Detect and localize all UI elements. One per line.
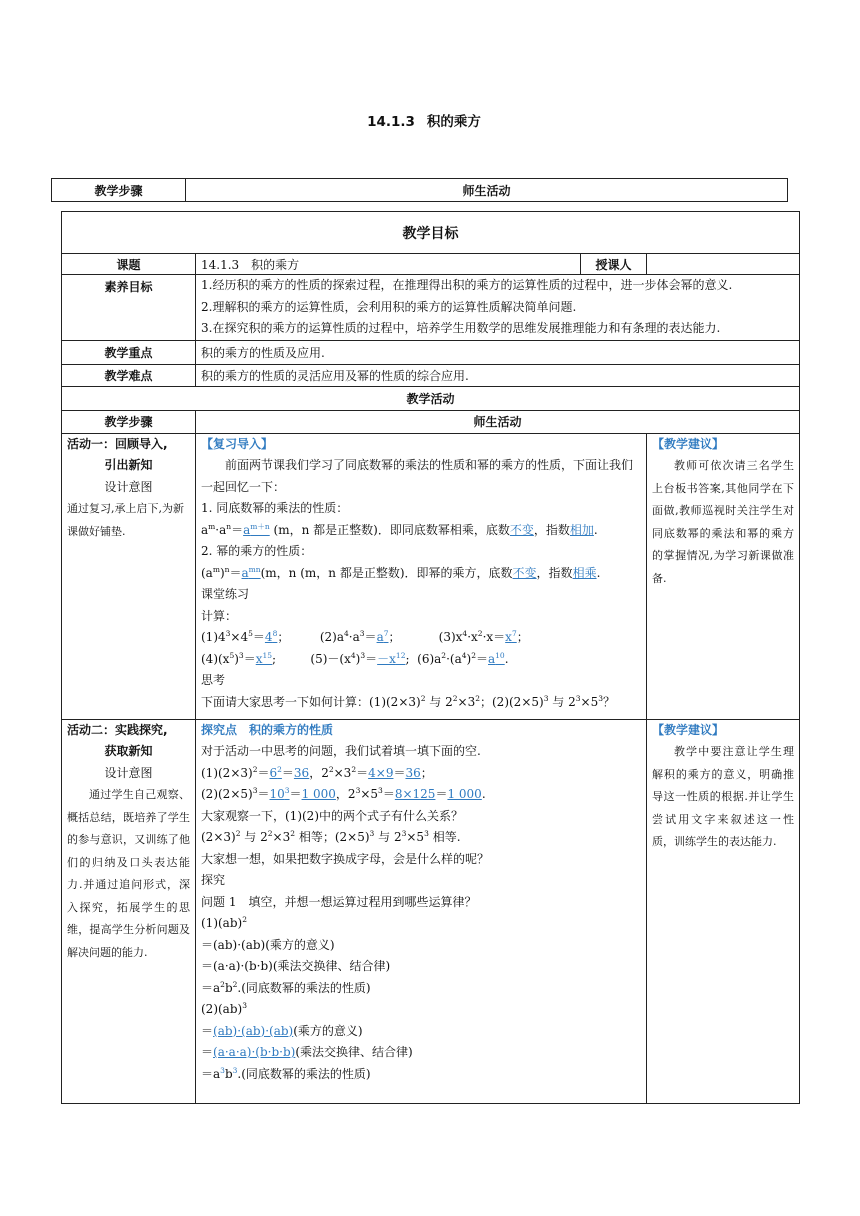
literacy-goals xyxy=(196,275,800,341)
literacy-goal-3: 3.在探究积的乘方的运算性质的过程中，培养学生用数学的思维发展推理能力和有条理的表达能力. xyxy=(201,321,721,335)
act2-tag: 探究点 积的乘方的性质 xyxy=(201,722,334,737)
act1-property-1-title: 1. 同底数幂的乘法的性质： xyxy=(201,501,349,515)
act1-exercises-row1: $(1)4^3\times 4^5=4^8$； $(2)a^4\cdot a^3=a^7$； $(3)x^4\cdot x^2\cdot x=x^7$； xyxy=(201,629,529,644)
act2-step-2-1: (2)(ab)$^3$ xyxy=(201,1001,247,1016)
act2-step-2-2: ＝(ab)·(ab)·(ab)(乘方的意义) xyxy=(201,1023,363,1038)
act1-tag: 【复习导入】 xyxy=(201,436,274,451)
act2-step-2-3: ＝(a·a·a)·(b·b·b)(乘法交换律、结合律) xyxy=(201,1045,413,1059)
teacher-value xyxy=(647,254,800,275)
literacy-goal-1: 1.经历积的乘方的性质的探索过程，在推理得出积的乘方的运算性质的过程中，进一步体会幂的意义. xyxy=(201,278,733,292)
act2-intro: 对于活动一中思考的问题，我们试着填一填下面的空. xyxy=(201,744,481,758)
act1-step-cell xyxy=(62,433,196,719)
act2-question-1: 问题 1 填空，并想一想运算过程用到哪些运算律？ xyxy=(201,894,477,909)
lesson-table xyxy=(61,211,800,1104)
act2-letters: 大家想一想，如果把数字换成字母，会是什么样的呢？ xyxy=(201,851,490,866)
act1-practice: 课堂练习 xyxy=(201,587,250,601)
header-col-activities: 师生活动 xyxy=(186,179,788,202)
act2-compare: $(2\times 3)^2$ 与 $2^2\times 3^2$ 相等；$(2\times 5)^3$ 与 $2^3\times 5^3$ 相等. xyxy=(201,829,461,844)
act-header-steps: 教学步骤 xyxy=(62,410,196,433)
act2-content xyxy=(196,719,647,1103)
act2-explore: 探究 xyxy=(201,873,226,887)
activities-heading: 教学活动 xyxy=(62,386,800,410)
act2-observe: 大家观察一下，(1)(2)中的两个式子有什么关系？ xyxy=(201,808,463,823)
act1-advice-tag: 【教学建议】 xyxy=(652,436,725,451)
act1-intro: 前面两节课我们学习了同底数幂的乘法的性质和幂的乘方的性质，下面让我们一起回忆一下： xyxy=(201,458,634,494)
topic-label: 课题 xyxy=(62,254,196,275)
act2-design-text: 通过学生自己观察、概括总结，既培养了学生的参与意识，又训练了他们的归纳及口头表达能力.并通过追问形式，深入探究，拓展学生的思维，提高学生分析问题及解决问题的能力. xyxy=(67,788,190,959)
act1-content xyxy=(196,433,647,719)
teacher-label: 授课人 xyxy=(581,254,647,275)
act2-step-1-3: ＝(a·a)·(b·b)(乘法交换律、结合律) xyxy=(201,959,391,973)
act1-property-1: $a^m\cdot a^n=a^{m+n}$ (m，n 都是正整数)．即同底数幂相乘，底数不变，指数相加. xyxy=(201,521,598,537)
act2-advice-tag: 【教学建议】 xyxy=(652,722,725,737)
act1-calc: 计算： xyxy=(201,608,238,623)
act1-subtitle: 引出新知 xyxy=(104,458,153,472)
act2-step-1-2: ＝(ab)·(ab)(乘方的意义) xyxy=(201,937,335,952)
difficult-label: 教学难点 xyxy=(62,364,196,386)
act2-design-label: 设计意图 xyxy=(104,765,153,780)
act2-step-cell xyxy=(62,719,196,1103)
act2-step-1-1: (1)(ab)$^2$ xyxy=(201,915,247,930)
header-col-steps: 教学步骤 xyxy=(52,179,186,202)
act1-design-text: 通过复习,承上启下,为新课做好铺垫. xyxy=(67,502,184,538)
goals-heading: 教学目标 xyxy=(62,212,800,254)
act2-advice xyxy=(647,719,800,1103)
act1-property-2-title: 2. 幂的乘方的性质： xyxy=(201,544,313,558)
act1-property-2: $(a^m)^n=a^{mn}(m$，n (m，n 都是正整数)．即幂的乘方，底数不变，指数相乘. xyxy=(201,564,601,580)
act1-think-text: 下面请大家思考一下如何计算：$(1)(2\times 3)^2$ 与 $2^2\times 3^2$；$(2)(2\times 5)^3$ 与 $2^3\times 5^3$？ xyxy=(201,693,616,709)
act2-fill-2: $(2)(2\times 5)^3=10^3=1$ 000，$2^3\times 5^3=8\times 125=1$ 000. xyxy=(201,786,486,801)
act2-step-1-4: $=a^2b^2$.(同底数幂的乘法的性质) xyxy=(201,979,371,995)
act1-advice xyxy=(647,433,800,719)
act2-advice-text: 教学中要注意让学生理解积的乘方的意义，明确推导这一性质的根据.并让学生尝试用文字来叙述这一性质，训练学生的表达能力. xyxy=(652,745,794,848)
act1-title: 活动一：回顾导入, xyxy=(67,436,168,451)
act2-subtitle: 获取新知 xyxy=(104,744,153,758)
literacy-label: 素养目标 xyxy=(62,275,196,341)
act2-title: 活动二：实践探究, xyxy=(67,722,168,737)
key-value: 积的乘方的性质及应用. xyxy=(196,340,800,364)
act1-design-label: 设计意图 xyxy=(104,479,153,494)
page-title: 14.1.3 积的乘方 xyxy=(367,114,481,130)
act1-think: 思考 xyxy=(201,673,226,687)
header-table xyxy=(51,178,788,202)
literacy-goal-2: 2.理解积的乘方的运算性质，会利用积的乘方的运算性质解决简单问题. xyxy=(201,299,577,314)
topic-value: 14.1.3 积的乘方 xyxy=(196,254,581,275)
difficult-value: 积的乘方的性质的灵活应用及幂的性质的综合应用. xyxy=(196,364,800,386)
key-label: 教学重点 xyxy=(62,340,196,364)
act2-step-2-4: $=a^3b^3$.(同底数幂的乘法的性质) xyxy=(201,1065,371,1081)
act1-advice-text: 教师可依次请三名学生上台板书答案,其他同学在下面做,教师巡视时关注学生对同底数幂的乘法和幂的乘方的掌握情况,为学习新课做准备. xyxy=(652,459,794,585)
act1-exercises-row2: $(4)(x^5)^3=x^{15}$; $(5)-(x^4)^3=-x^{12}$; $(6)a^2\cdot(a^4)^2=a^{10}$. xyxy=(201,650,509,666)
act2-fill-1: $(1)(2\times 3)^2=6^2=36$，$2^2\times 3^2=4\times 9=36$； xyxy=(201,764,433,780)
act-header-activities: 师生活动 xyxy=(196,410,800,433)
